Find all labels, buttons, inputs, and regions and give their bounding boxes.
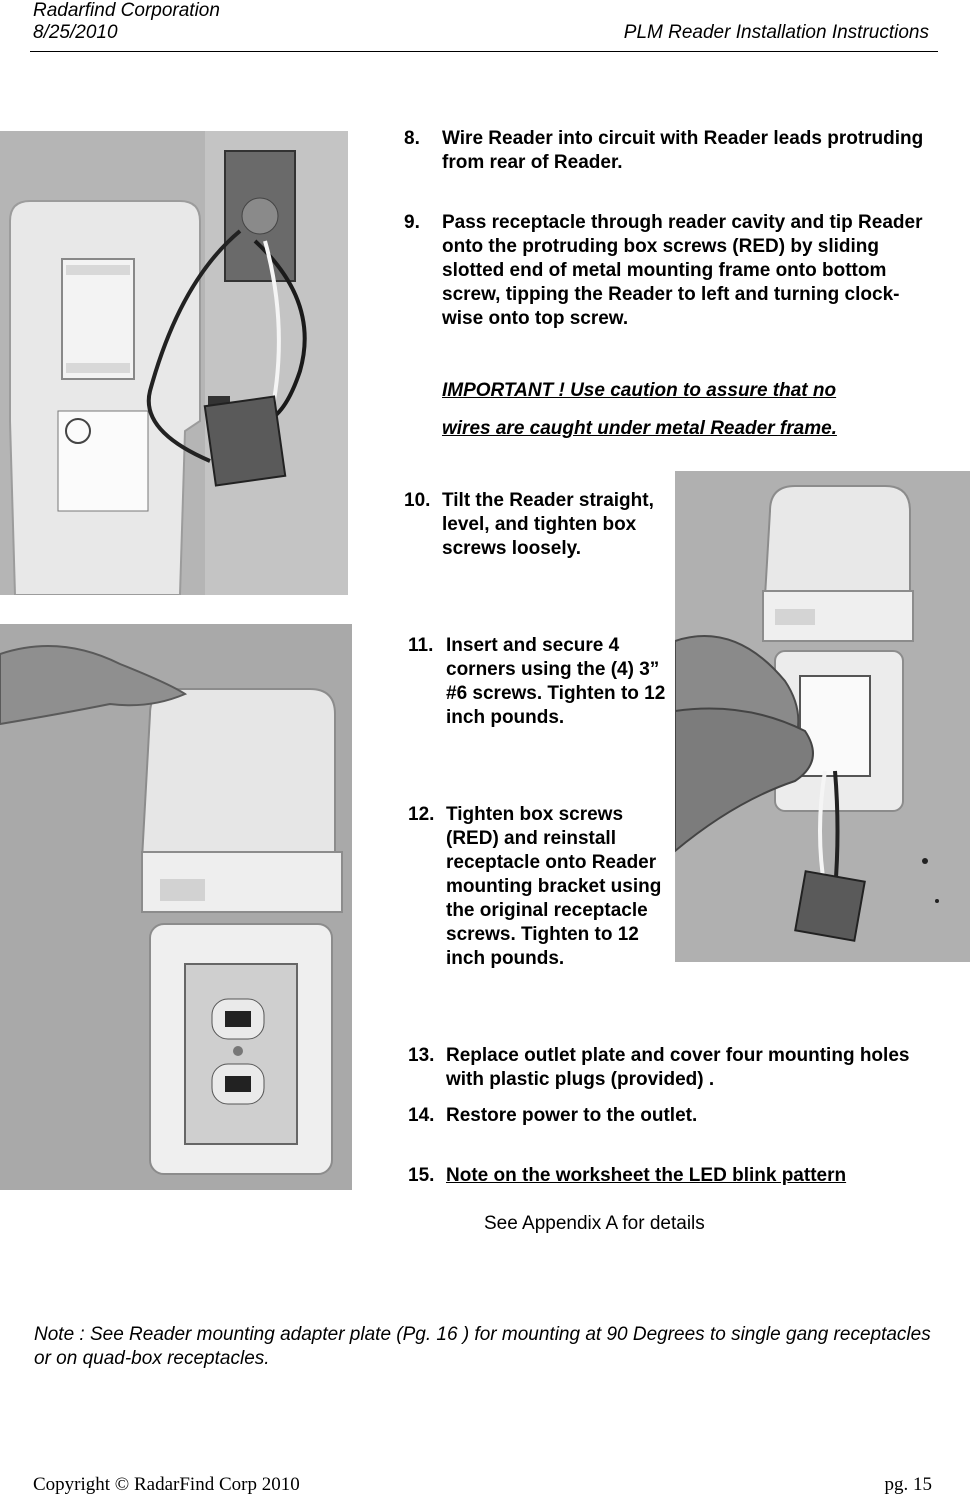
step-14: [408, 1104, 928, 1128]
step-13: [408, 1044, 928, 1092]
photo-reader-installed: [0, 624, 352, 1190]
important-warning-line-2: wires are caught under metal Reader frame.: [442, 418, 837, 439]
step-text: Note on the worksheet the LED blink pattern: [446, 1165, 847, 1186]
step-9: [404, 211, 934, 331]
step-8: [404, 127, 924, 175]
step-text: Restore power to the outlet.: [446, 1105, 698, 1126]
document-date: 8/25/2010: [33, 22, 118, 43]
company-name: Radarfind Corporation: [33, 0, 220, 21]
document-title: PLM Reader Installation Instructions: [623, 22, 929, 43]
copyright: Copyright © RadarFind Corp 2010: [33, 1474, 300, 1495]
step-number: 13.: [408, 1045, 435, 1066]
header-rule: [30, 51, 938, 52]
step-12: [408, 803, 670, 971]
step-text: Tighten box screws (RED) and reinstall receptacle onto Reader mounting bracket using the original receptacle screws. Tighten to 12 inch pounds.: [446, 804, 662, 969]
page-number: pg. 15: [884, 1474, 932, 1495]
step-text: Pass receptacle through reader cavity and tip Reader onto the protruding box screws (RED) by sliding slotted end of metal mounting frame onto bottom screw, tipping the Reader to left and turning clock-wise onto top screw.: [442, 212, 923, 329]
step-11: [408, 634, 670, 730]
photo-reader-wiring: [0, 131, 348, 595]
step-text: Wire Reader into circuit with Reader leads protruding from rear of Reader.: [442, 128, 924, 173]
step-text: Replace outlet plate and cover four mounting holes with plastic plugs (provided) .: [446, 1045, 910, 1090]
mounting-note: Note : See Reader mounting adapter plate (Pg. 16 ) for mounting at 90 Degrees to single gang receptacles or on quad-box receptacles.: [34, 1324, 931, 1369]
step-number: 11.: [408, 635, 434, 656]
step-number: 12.: [408, 804, 435, 825]
step-number: 15.: [408, 1165, 435, 1186]
appendix-reference: See Appendix A for details: [484, 1213, 705, 1234]
step-number: 8.: [404, 128, 420, 149]
important-warning-line-1: IMPORTANT ! Use caution to assure that no: [442, 380, 837, 401]
step-number: 9.: [404, 212, 420, 233]
step-15: [408, 1164, 948, 1188]
step-text: Insert and secure 4 corners using the (4) 3” #6 screws. Tighten to 12 inch pounds.: [446, 635, 666, 728]
step-number: 14.: [408, 1105, 435, 1126]
step-text: Tilt the Reader straight, level, and tighten box screws loosely.: [442, 490, 654, 559]
photo-securing-corners: [675, 471, 970, 962]
step-10: [404, 489, 664, 561]
step-number: 10.: [404, 490, 431, 511]
